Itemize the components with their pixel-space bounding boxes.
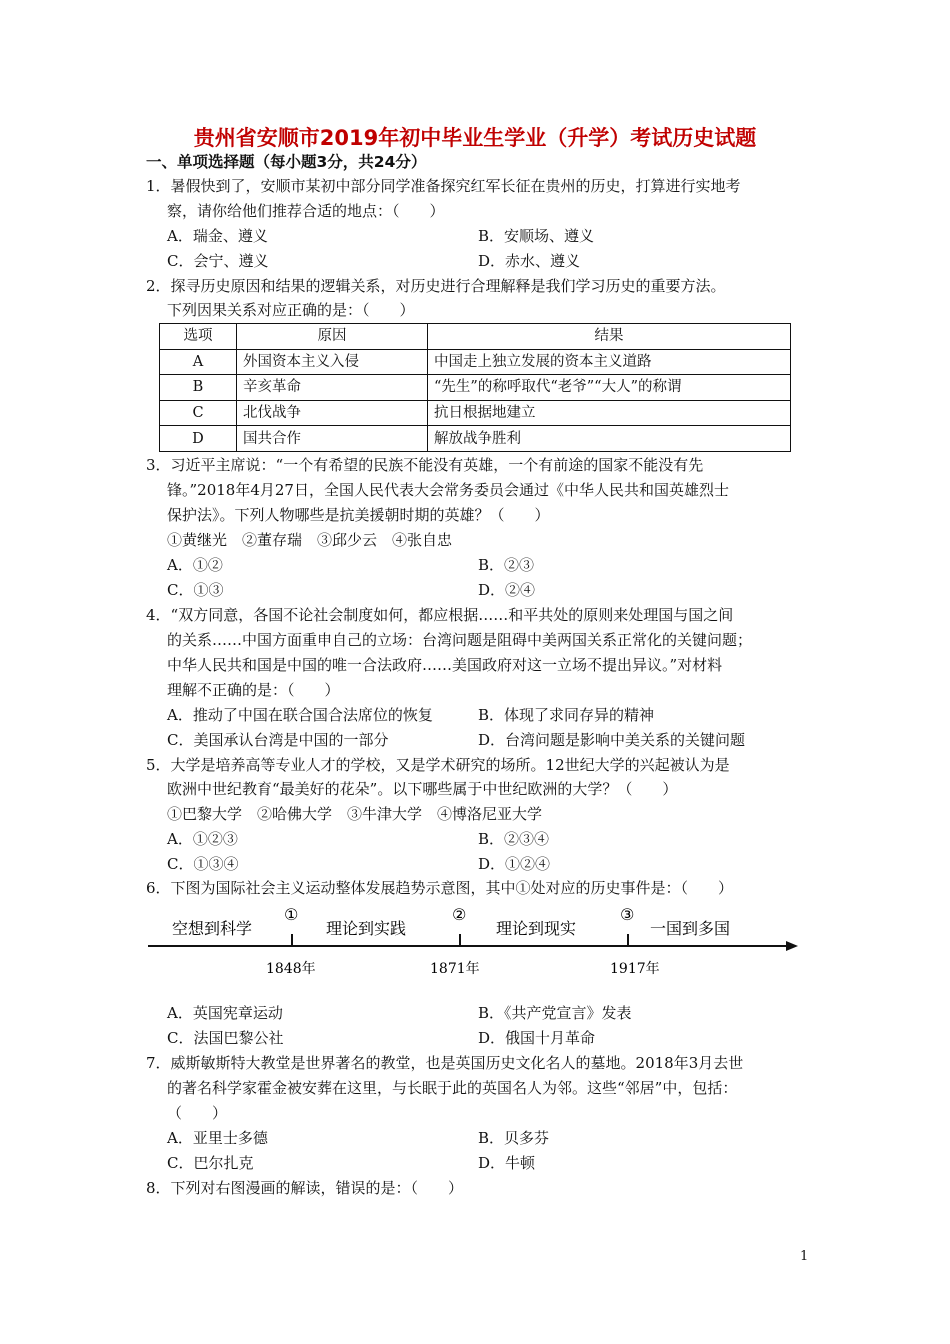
q3-text: 锋。”2018年4月27日，全国人民代表大会常务委员会通过《中华人民共和国英雄烈士 [167,481,729,499]
table-header-row [160,324,791,350]
table-row [160,426,791,452]
table-cell: 外国资本主义入侵 [237,349,428,375]
q2-text: 2．探寻历史原因和结果的逻辑关系，对历史进行合理解释是我们学习历史的重要方法。 [146,277,726,295]
table-cell: B [160,375,237,401]
q1-text: 1．暑假快到了，安顺市某初中部分同学准备探究红军长征在贵州的历史，打算进行实地考 [146,177,741,195]
timeline-marker: ② [452,905,467,924]
q3-text: 保护法》。下列人物哪些是抗美援朝时期的英雄？（ ） [167,506,550,524]
q5-option-c: C．①③④ [167,855,239,873]
q5-items: ①巴黎大学 ②哈佛大学 ③牛津大学 ④博洛尼亚大学 [167,805,543,823]
cause-effect-table [159,323,791,452]
socialism-timeline-diagram [146,900,806,990]
q7-option-d: D．牛顿 [478,1154,536,1172]
q3-option-d: D．②④ [478,581,536,599]
section-heading: 一、单项选择题（每小题3分，共24分） [146,153,427,171]
q7-option-b: B．贝多芬 [478,1129,550,1147]
q7-text: 的著名科学家霍金被安葬在这里，与长眠于此的英国名人为邻。这些“邻居”中，包括： [167,1079,738,1097]
table-cell: C [160,400,237,426]
timeline-marker: ① [284,905,299,924]
q1-option-d: D．赤水、遵义 [478,252,581,270]
q4-option-c: C．美国承认台湾是中国的一部分 [167,731,389,749]
q3-option-a: A．①② [167,556,223,574]
timeline-year: 1871年 [430,961,480,977]
q4-text: 理解不正确的是：（ ） [167,681,340,699]
table-cell: D [160,426,237,452]
q7-option-c: C．巴尔扎克 [167,1154,254,1172]
timeline-year: 1917年 [610,961,660,977]
timeline-segment-label: 空想到科学 [172,919,253,938]
q6-option-b: B．《共产党宣言》发表 [478,1004,632,1022]
table-header-cell: 原因 [237,324,428,350]
q5-text: 欧洲中世纪教育“最美好的花朵”。以下哪些属于中世纪欧洲的大学？（ ） [167,780,678,798]
q3-option-b: B．②③ [478,556,535,574]
q4-option-b: B．体现了求同存异的精神 [478,706,655,724]
q4-option-a: A．推动了中国在联合国合法席位的恢复 [167,706,433,724]
timeline-year: 1848年 [266,961,316,977]
table-row [160,375,791,401]
q6-option-c: C．法国巴黎公社 [167,1029,284,1047]
table-cell: 解放战争胜利 [428,426,791,452]
q7-text: （ ） [167,1104,228,1122]
q7-text: 7．威斯敏斯特大教堂是世界著名的教堂，也是英国历史文化名人的墓地。2018年3月去世 [146,1054,744,1072]
q3-option-c: C．①③ [167,581,224,599]
q5-option-b: B．②③④ [478,830,550,848]
table-row [160,400,791,426]
q3-text: 3．习近平主席说：“一个有希望的民族不能没有英雄，一个有前途的国家不能没有先 [146,456,704,474]
timeline-marker: ③ [620,905,635,924]
q1-option-a: A．瑞金、遵义 [167,227,268,245]
q5-text: 5．大学是培养高等专业人才的学校，又是学术研究的场所。12世纪大学的兴起被认为是 [146,756,730,774]
q1-option-c: C．会宁、遵义 [167,252,269,270]
q1-text: 察，请你给他们推荐合适的地点：（ ） [167,202,445,220]
table-cell: 抗日根据地建立 [428,400,791,426]
q4-text: 中华人民共和国是中国的唯一合法政府……美国政府对这一立场不提出异议。”对材料 [167,656,723,674]
q2-text: 下列因果关系对应正确的是：（ ） [167,301,415,319]
q4-text: 的关系……中国方面重申自己的立场：台湾问题是阻碍中美两国关系正常化的关键问题； [167,631,753,649]
q8-text: 8．下列对右图漫画的解读，错误的是：（ ） [146,1179,464,1197]
table-cell: 北伐战争 [237,400,428,426]
table-row [160,349,791,375]
table-cell: 国共合作 [237,426,428,452]
table-cell: “先生”的称呼取代“老爷”“大人”的称谓 [428,375,791,401]
page-number: 1 [800,1249,809,1264]
page-title: 贵州省安顺市2019年初中毕业生学业（升学）考试历史试题 [193,126,757,150]
q4-option-d: D．台湾问题是影响中美关系的关键问题 [478,731,746,749]
q6-option-d: D．俄国十月革命 [478,1029,596,1047]
table-cell: 辛亥革命 [237,375,428,401]
q5-option-d: D．①②④ [478,855,551,873]
q3-items: ①黄继光 ②董存瑞 ③邱少云 ④张自忠 [167,531,453,549]
timeline-segment-label: 理论到现实 [496,919,577,938]
timeline-segment-label: 理论到实践 [326,919,407,938]
q6-text: 6．下图为国际社会主义运动整体发展趋势示意图，其中①处对应的历史事件是：（ ） [146,879,734,897]
q5-option-a: A．①②③ [167,830,238,848]
table-cell: A [160,349,237,375]
table-cell: 中国走上独立发展的资本主义道路 [428,349,791,375]
timeline-arrow-icon [786,941,798,951]
q4-text: 4．“双方同意，各国不论社会制度如何，都应根据……和平共处的原则来处理国与国之间 [146,606,734,624]
timeline-segment-label: 一国到多国 [650,919,731,938]
table-header-cell: 结果 [428,324,791,350]
q1-option-b: B．安顺场、遵义 [478,227,595,245]
table-header-cell: 选项 [160,324,237,350]
q6-option-a: A．英国宪章运动 [167,1004,283,1022]
q7-option-a: A．亚里士多德 [167,1129,268,1147]
